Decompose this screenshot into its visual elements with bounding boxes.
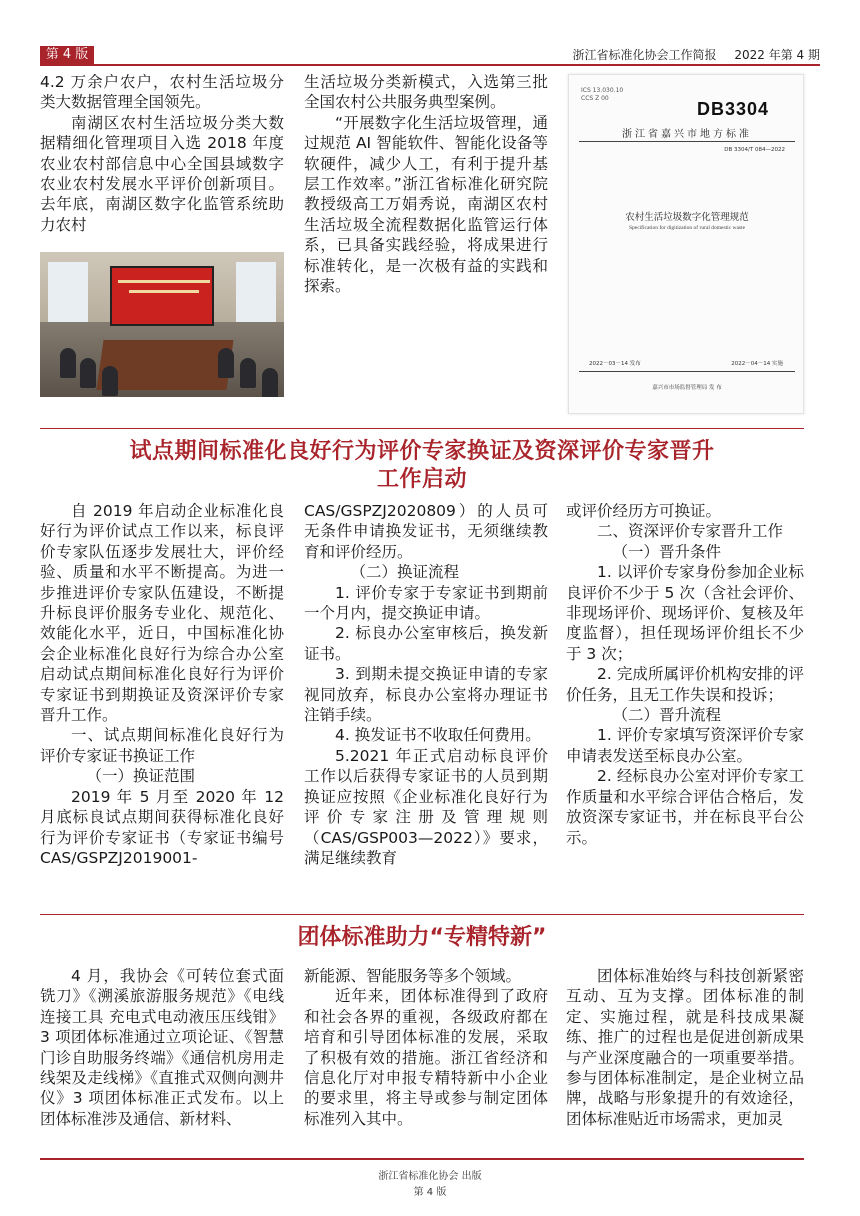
photo-person	[60, 348, 76, 378]
section-heading: 二、资深评价专家晋升工作	[597, 522, 784, 541]
article3-col1	[40, 966, 284, 1129]
paragraph: 或评价经历方可换证。	[566, 502, 722, 520]
doc-standard-number: DB 3304/T 084—2022	[724, 147, 785, 153]
list-item: 2. 标良办公室审核后，换发新证书。	[304, 624, 548, 663]
footer-page-number: 第 4 版	[413, 1187, 447, 1198]
paragraph: 团体标准始终与科技创新紧密互动、互为支撑。团体标准的制定、实施过程，就是科技成果凝练、推广的过程也是促进创新成果与产业深度融合的一项重要举措。参与团体标准制定，是企业树立品牌，战略与形象提升的有效途径，团体标准贴近市场需求，更加灵	[566, 967, 804, 1128]
subsection-heading: （一）晋升条件	[612, 542, 722, 561]
doc-issue-date: 2022－03－14 发布	[589, 361, 641, 367]
article2-title: 试点期间标准化良好行为评价专家换证及资深评价专家晋升 工作启动	[129, 439, 715, 492]
article2-col3	[566, 501, 804, 848]
list-item: 1. 评价专家填写资深评价专家申请表发送至标良办公室。	[566, 726, 804, 765]
paragraph: 南湖区农村生活垃圾分类大数据精细化管理项目入选 2018 年度农业农村部信息中心全国县域数字农业农村发展水平评价创新项目。去年底，南湖区数字化监管系统助力农村	[40, 113, 284, 234]
paragraph: CAS/GSPZJ2020809）的人员可无条件申请换发证书，无须继续教育和评价经历。	[304, 502, 548, 561]
standard-cover-image	[568, 74, 804, 414]
article3-col2	[304, 966, 548, 1129]
list-item: 2. 经标良办公室对评价专家工作质量和水平综合评估合格后，发放资深专家证书，并在标良平台公示。	[566, 767, 804, 847]
doc-rule	[579, 371, 795, 372]
subsection-heading: （二）晋升流程	[612, 706, 722, 725]
article3-title: 团体标准助力“专精特新”	[297, 925, 547, 950]
doc-rule	[579, 141, 795, 142]
photo-presentation-screen	[110, 266, 214, 326]
doc-db-code: DB3304	[696, 99, 769, 119]
photo-person	[80, 358, 96, 388]
section-divider	[40, 428, 804, 429]
subsection-heading: （一）换证范围	[86, 767, 196, 786]
screen-text-line	[129, 290, 199, 293]
article1-col1	[40, 72, 284, 235]
subsection-heading: （二）换证流程	[350, 563, 460, 582]
issue-number: 2022 年第 4 期	[734, 48, 820, 62]
doc-name-english: Specification for digitization of rural domestic waste	[628, 225, 746, 231]
doc-name: 农村生活垃圾数字化管理规范	[625, 212, 749, 223]
footer-divider	[40, 1158, 804, 1160]
page-header	[40, 46, 820, 66]
photo-window	[236, 262, 276, 322]
paragraph: “开展数字化生活垃圾管理，通过规范 AI 智能软件、智能化设备等软硬件，减少人工，有利于提升基层工作效率。”浙江省标准化研究院教授级高工万娟秀说，南湖区农村生活垃圾全流程数据化监管运行体系，已具备实践经验，将成果进行标准转化，是一次极有益的实践和探索。	[304, 113, 548, 296]
paragraph: 2019 年 5 月至 2020 年 12 月底标良试点期间获得标准化良好行为评价专家证书（专家证书编号 CAS/GSPZJ2019001-	[40, 787, 284, 867]
list-item: 3. 到期未提交换证申请的专家视同放弃，标良办公室将办理证书注销手续。	[304, 665, 548, 725]
section-heading: 一、试点期间标准化良好行为评价专家证书换证工作	[40, 726, 284, 765]
photo-person	[262, 368, 278, 397]
paragraph: 近年来，团体标准得到了政府和社会各界的重视，各级政府都在培育和引导团体标准的发展，采取了积极有效的措施。浙江省经济和信息化厅对申报专精特新中小企业的要求里，将主导或参与制定团体标准列入其中。	[304, 987, 548, 1128]
meeting-photo	[40, 252, 284, 397]
doc-ics-code: ICS 13.030.10 CCS Z 00	[581, 87, 624, 102]
photo-window	[48, 262, 88, 322]
list-item: 5.2021 年正式启动标良评价工作以后获得专家证书的人员到期换证应按照《企业标准化良好行为评价专家注册及管理规则（CAS/GSP003—2022）》要求，满足继续教育	[304, 746, 548, 867]
screen-text-line	[118, 280, 210, 283]
article2-col2	[304, 501, 548, 868]
doc-impl-date: 2022－04－14 实施	[731, 361, 783, 367]
photo-person	[240, 358, 256, 388]
photo-person	[102, 366, 118, 396]
paragraph: 新能源、智能服务等多个领域。	[304, 967, 522, 985]
paragraph: 生活垃圾分类新模式，入选第三批全国农村公共服务典型案例。	[304, 73, 548, 112]
footer-publisher: 浙江省标准化协会 出版	[378, 1171, 482, 1182]
article1-col2	[304, 72, 548, 296]
doc-authority: 浙江省嘉兴市地方标准	[622, 129, 752, 140]
doc-publisher: 嘉兴市市场监督管理局 发 布	[652, 385, 722, 391]
article2-col1	[40, 501, 284, 868]
article3-col3	[566, 966, 804, 1129]
publication-name: 浙江省标准化协会工作简报	[572, 48, 717, 62]
photo-person	[218, 348, 234, 378]
paragraph: 4.2 万余户农户，农村生活垃圾分类大数据管理全国领先。	[40, 73, 284, 112]
list-item: 4. 换发证书不收取任何费用。	[335, 726, 541, 745]
page-number-label: 第 4 版	[40, 46, 94, 64]
list-item: 1. 以评价专家身份参加企业标良评价不少于 5 次（含社会评价、非现场评价、现场评价、复核及年度监督），担任现场评价组长不少于 3 次；	[566, 563, 804, 663]
paragraph: 4 月，我协会《可转位套式面铣刀》《溯溪旅游服务规范》《电线连接工具 充电式电动液压压线钳》3 项团体标准通过立项论证、《智慧门诊自助服务终端》《通信机房用走线架及走线梯》《直推式双侧向测井仪》3 项团体标准正式发布。以上团体标准涉及通信、新材料、	[40, 967, 284, 1128]
paragraph: 自 2019 年启动企业标准化良好行为评价试点工作以来，标良评价专家队伍逐步发展壮大，评价经验、质量和水平不断提高。为进一步推进评价专家队伍建设，不断提升标良评价服务专业化、规范化、效能化水平，近日，中国标准化协会企业标准化良好行为综合办公室启动试点期间标准化良好行为评价专家证书到期换证及资深评价专家晋升工作。	[40, 502, 284, 725]
list-item: 2. 完成所属评价机构安排的评价任务，且无工作失误和投诉；	[566, 665, 804, 704]
section-divider	[40, 914, 804, 915]
header-info	[573, 47, 820, 63]
list-item: 1. 评价专家于专家证书到期前一个月内，提交换证申请。	[304, 583, 548, 623]
